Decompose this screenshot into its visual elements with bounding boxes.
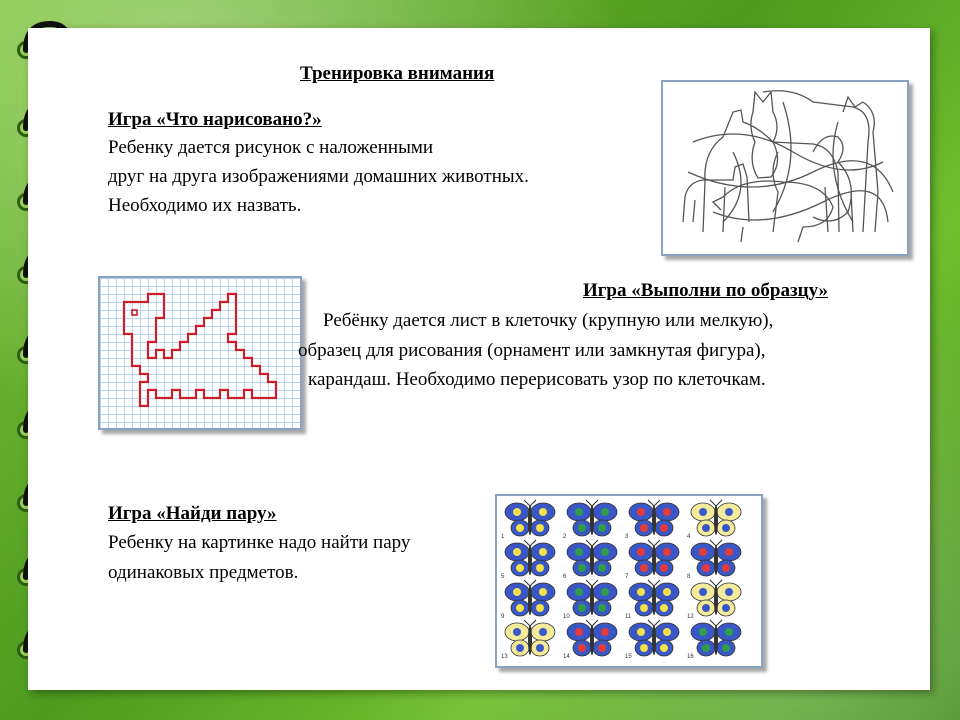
- butterfly-number: 2: [563, 534, 567, 540]
- butterfly: [501, 500, 555, 540]
- butterfly-number: 9: [501, 614, 505, 620]
- butterfly-number: 10: [563, 614, 570, 620]
- butterfly-number: 6: [563, 574, 567, 580]
- butterfly-number: 8: [687, 574, 691, 580]
- butterfly: [625, 500, 679, 540]
- butterfly: [501, 540, 555, 580]
- grid-pattern-image: [98, 276, 302, 430]
- game1-line-2: друг на друга изображениями домашних животных.: [108, 166, 529, 187]
- overlapping-animals-image: [661, 80, 909, 256]
- butterflies-image: [495, 494, 763, 668]
- butterfly: [563, 540, 617, 580]
- butterfly: [501, 580, 555, 620]
- notebook-page: [28, 28, 930, 690]
- butterfly: [563, 620, 617, 660]
- game2-line-3: карандаш. Необходимо перерисовать узор по клеточкам.: [308, 369, 766, 390]
- game3-heading: Игра «Найди пару»: [108, 503, 277, 524]
- butterfly: [687, 580, 741, 620]
- butterfly-number: 11: [625, 614, 632, 620]
- butterfly-number: 12: [687, 614, 694, 620]
- game2-heading: Игра «Выполни по образцу»: [583, 280, 829, 301]
- game1-line-1: Ребенку дается рисунок с наложенными: [108, 137, 434, 158]
- game1-heading: Игра «Что нарисовано?»: [108, 109, 322, 130]
- game3-line-2: одинаковых предметов.: [108, 562, 299, 583]
- butterfly-number: 7: [625, 574, 629, 580]
- game1-line-3: Необходимо их назвать.: [108, 195, 302, 216]
- butterfly: [563, 500, 617, 540]
- game2-line-2: образец для рисования (орнамент или замкнутая фигура),: [298, 340, 766, 361]
- butterfly: [501, 620, 555, 660]
- butterfly: [625, 620, 679, 660]
- butterfly: [625, 580, 679, 620]
- butterfly-number: 3: [625, 534, 629, 540]
- butterfly: [563, 580, 617, 620]
- page-title: Тренировка внимания: [300, 63, 495, 84]
- animals-outline-drawing: [663, 82, 907, 254]
- butterfly-number: 16: [687, 654, 694, 660]
- butterfly: [687, 500, 741, 540]
- butterfly: [687, 540, 741, 580]
- dragon-grid-pattern: [100, 278, 300, 428]
- game3-line-1: Ребенку на картинке надо найти пару: [108, 532, 411, 553]
- butterfly-number: 13: [501, 654, 508, 660]
- butterfly-number: 4: [687, 534, 691, 540]
- game2-line-1: Ребёнку дается лист в клеточку (крупную или мелкую),: [323, 310, 774, 331]
- butterfly-number: 14: [563, 654, 570, 660]
- butterfly-number: 1: [501, 534, 505, 540]
- butterfly-number: 15: [625, 654, 632, 660]
- butterfly: [687, 620, 741, 660]
- butterfly: [625, 540, 679, 580]
- butterflies-grid: [497, 496, 761, 666]
- butterfly-number: 5: [501, 574, 505, 580]
